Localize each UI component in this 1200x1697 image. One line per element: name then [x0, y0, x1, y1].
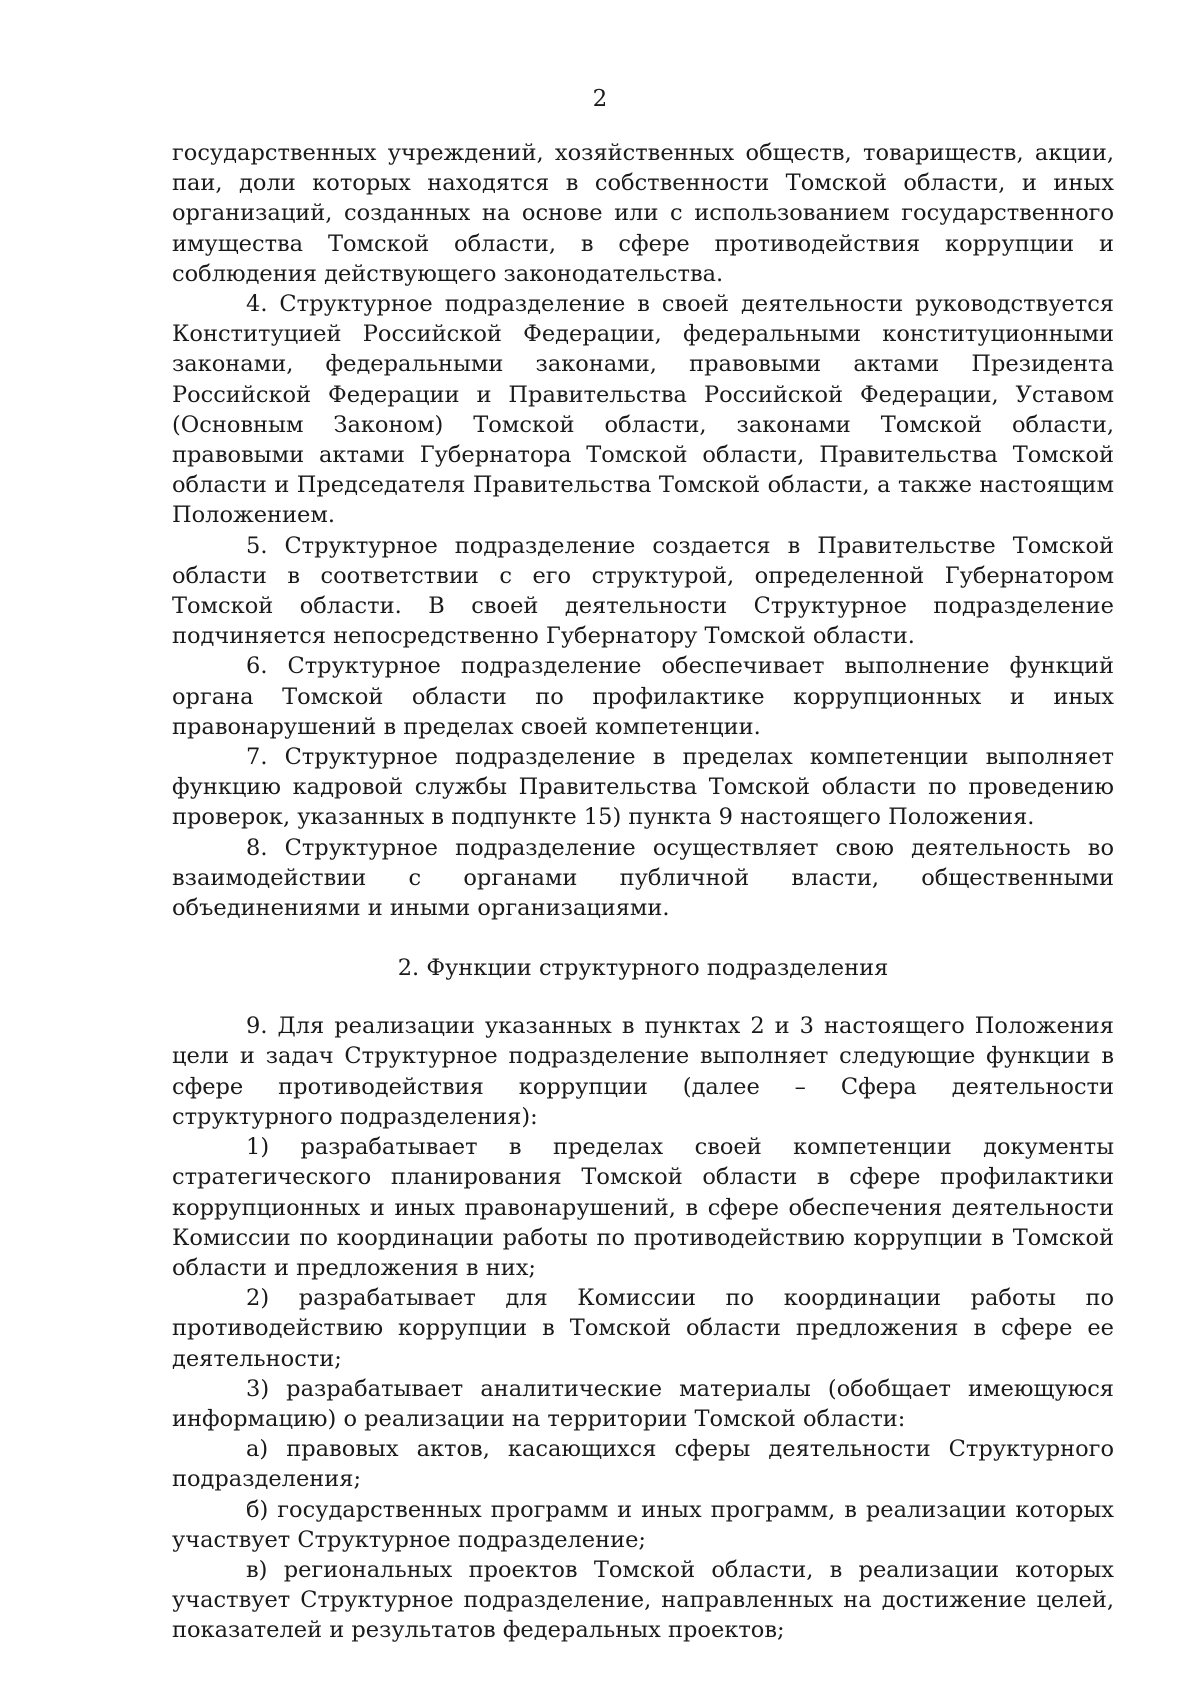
list-item-3v: в) региональных проектов Томской области, в реализации которых участвует Структурное подразделение, направленных на достижение целей, показателей и результатов федеральных проектов;: [172, 1556, 1114, 1644]
page-number: 2: [592, 86, 608, 112]
paragraph-8: 8. Структурное подразделение осуществляет свою деятельность во взаимодействии с органами публичной власти, общественными объединениями и иными организациями.: [172, 834, 1114, 922]
paragraph-4: 4. Структурное подразделение в своей деятельности руководствуется Конституцией Российской Федерации, федеральными конституционными законами, федеральными законами, правовыми актами Президента Российской Федерации и Правительства Российской Федерации, Уставом (Основным Законом) Томской области, законами Томской области, правовыми актами Губернатора Томской области, Правительства Томской области и Председателя Правительства Томской области, а также настоящим Положением.: [172, 291, 1114, 529]
section-title: 2. Функции структурного подразделения: [397, 955, 889, 982]
paragraph-7: 7. Структурное подразделение в пределах компетенции выполняет функцию кадровой службы Правительства Томской области по проведению проверок, указанных в подпункте 15) пункта 9 настоящего Положения.: [172, 744, 1114, 831]
paragraph-9: 9. Для реализации указанных в пунктах 2 и 3 настоящего Положения цели и задач Структурное подразделение выполняет следующие функции в сфере противодействия коррупции (далее – Сфера деятельности структурного подразделения):: [172, 1013, 1114, 1130]
list-item-3b: б) государственных программ и иных программ, в реализации которых участвует Структурное подразделение;: [172, 1496, 1114, 1553]
paragraph-6: 6. Структурное подразделение обеспечивает выполнение функций органа Томской области по профилактике коррупционных и иных правонарушений в пределах своей компетенции.: [172, 653, 1114, 740]
list-item-2: 2) разрабатывает для Комиссии по координации работы по противодействию коррупции в Томской области предложения в сфере ее деятельности;: [172, 1285, 1114, 1372]
paragraph-5: 5. Структурное подразделение создается в Правительстве Томской области в соответствии с его структурой, определенной Губернатором Томской области. В своей деятельности Структурное подразделение подчиняется непосредственно Губернатору Томской области.: [172, 532, 1114, 650]
list-item-1: 1) разрабатывает в пределах своей компетенции документы стратегического планирования Томской области в сфере профилактики коррупционных и иных правонарушений, в сфере обеспечения деятельности Комиссии по координации работы по противодействию коррупции в Томской области и предложения в них;: [172, 1134, 1114, 1281]
document-body: [172, 138, 1114, 1646]
list-item-3a: а) правовых актов, касающихся сферы деятельности Структурного подразделения;: [172, 1436, 1114, 1493]
paragraph-continuation: государственных учреждений, хозяйственных обществ, товариществ, акции, паи, доли которых находятся в собственности Томской области, и иных организаций, созданных на основе или с использованием государственного имущества Томской области, в сфере противодействия коррупции и соблюдения действующего законодательства.: [172, 140, 1114, 287]
list-item-3: 3) разрабатывает аналитические материалы (обобщает имеющуюся информацию) о реализации на территории Томской области:: [172, 1375, 1114, 1432]
